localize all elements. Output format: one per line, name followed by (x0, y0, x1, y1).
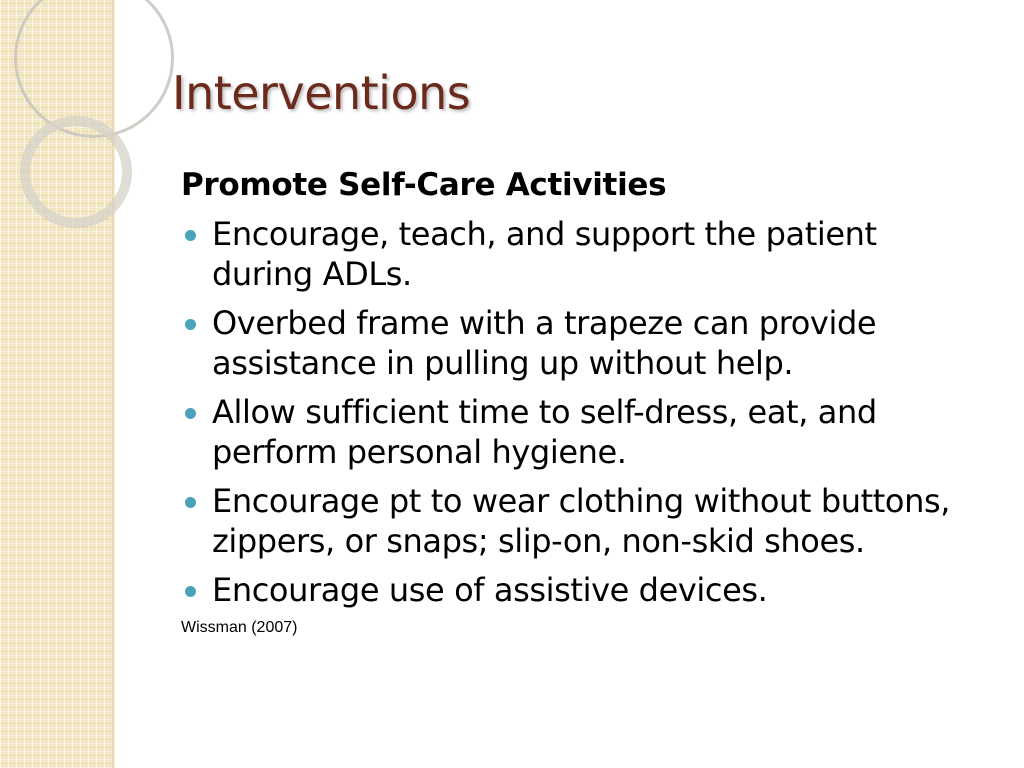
bullet-item (181, 570, 971, 610)
slide-title: Interventions (172, 66, 471, 120)
bullet-item (181, 392, 971, 472)
bullet-dot-icon (185, 408, 196, 419)
bullet-text: Encourage use of assistive devices. (212, 571, 768, 609)
bullet-dot-icon (185, 586, 196, 597)
bullet-text: Allow sufficient time to self-dress, eat, and perform personal hygiene. (212, 393, 877, 471)
bullet-text: Encourage pt to wear clothing without buttons, zippers, or snaps; slip-on, non-skid shoes. (212, 482, 951, 560)
bullet-text: Overbed frame with a trapeze can provide assistance in pulling up without help. (212, 304, 877, 382)
bullet-dot-icon (185, 497, 196, 508)
citation: Wissman (2007) (181, 619, 298, 636)
decorative-ring-small (20, 116, 132, 228)
bullet-dot-icon (185, 319, 196, 330)
bullet-list (181, 214, 971, 610)
bullet-dot-icon (185, 230, 196, 241)
slide-body (181, 164, 971, 637)
bullet-item (181, 481, 971, 561)
bullet-item (181, 303, 971, 383)
bullet-text: Encourage, teach, and support the patient during ADLs. (212, 215, 877, 293)
bullet-item (181, 214, 971, 294)
section-subheading: Promote Self-Care Activities (181, 167, 667, 203)
